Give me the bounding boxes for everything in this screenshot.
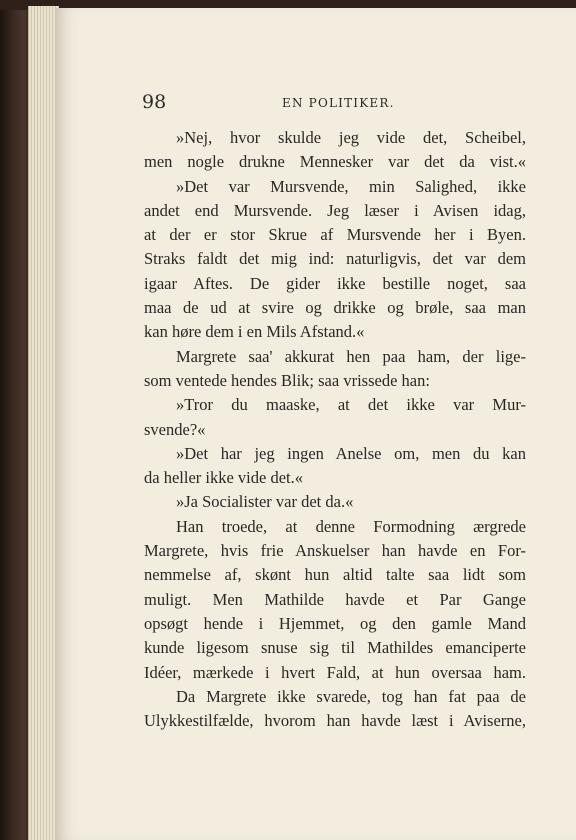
book-page	[56, 8, 576, 840]
text-line: andet end Mursvende. Jeg læser i Avisen idag,	[144, 200, 526, 220]
text-line: opsøgt hende i Hjemmet, og den gamle Mand	[144, 613, 526, 633]
text-line: nemmelse af, skønt hun altid talte saa lidt som	[144, 565, 526, 585]
text-line: Da Margrete ikke svarede, tog han fat paa de	[176, 686, 526, 706]
text-line: Margrete, hvis frie Anskuelser han havde en For-	[144, 541, 526, 561]
page-edges	[28, 6, 59, 840]
text-line: Ulykkestilfælde, hvorom han havde læst i Aviserne,	[144, 711, 526, 731]
text-line: men nogle drukne Mennesker var det da vist.«	[144, 152, 526, 172]
text-line: »Det har jeg ingen Anelse om, men du kan	[176, 443, 526, 463]
page-number: 98	[142, 91, 167, 113]
text-line: Idéer, mærkede i hvert Fald, at hun oversaa ham.	[144, 662, 526, 682]
text-line: Margrete saa' akkurat hen paa ham, der lige-	[176, 346, 526, 366]
text-line: muligt. Men Mathilde havde et Par Gange	[144, 589, 526, 609]
text-line: at der er stor Skrue af Mursvende her i Byen.	[144, 225, 526, 245]
text-line: »Tror du maaske, at det ikke var Mur-	[176, 395, 526, 415]
text-line: svende?«	[144, 419, 206, 439]
text-line: kan høre dem i en Mils Afstand.«	[144, 322, 365, 342]
text-line: som ventede hendes Blik; saa vrissede han:	[144, 370, 430, 390]
text-line: igaar Aftes. De gider ikke bestille noget, saa	[144, 273, 526, 293]
text-line: maa de ud at svire og drikke og brøle, saa man	[144, 298, 526, 318]
body-text	[144, 126, 526, 733]
text-line: »Ja Socialister var det da.«	[176, 492, 354, 512]
text-line: Han troede, at denne Formodning ærgrede	[176, 516, 526, 536]
page-header	[56, 90, 576, 114]
text-line: »Det var Mursvende, min Salighed, ikke	[176, 176, 526, 196]
running-head: EN POLITIKER.	[282, 96, 395, 110]
text-line: kunde ligesom snuse sig til Mathildes emanciperte	[144, 638, 526, 658]
text-line: da heller ikke vide det.«	[144, 468, 303, 488]
text-line: Straks faldt det mig ind: naturligvis, det var dem	[144, 249, 526, 269]
text-line: »Nej, hvor skulde jeg vide det, Scheibel,	[176, 128, 526, 147]
